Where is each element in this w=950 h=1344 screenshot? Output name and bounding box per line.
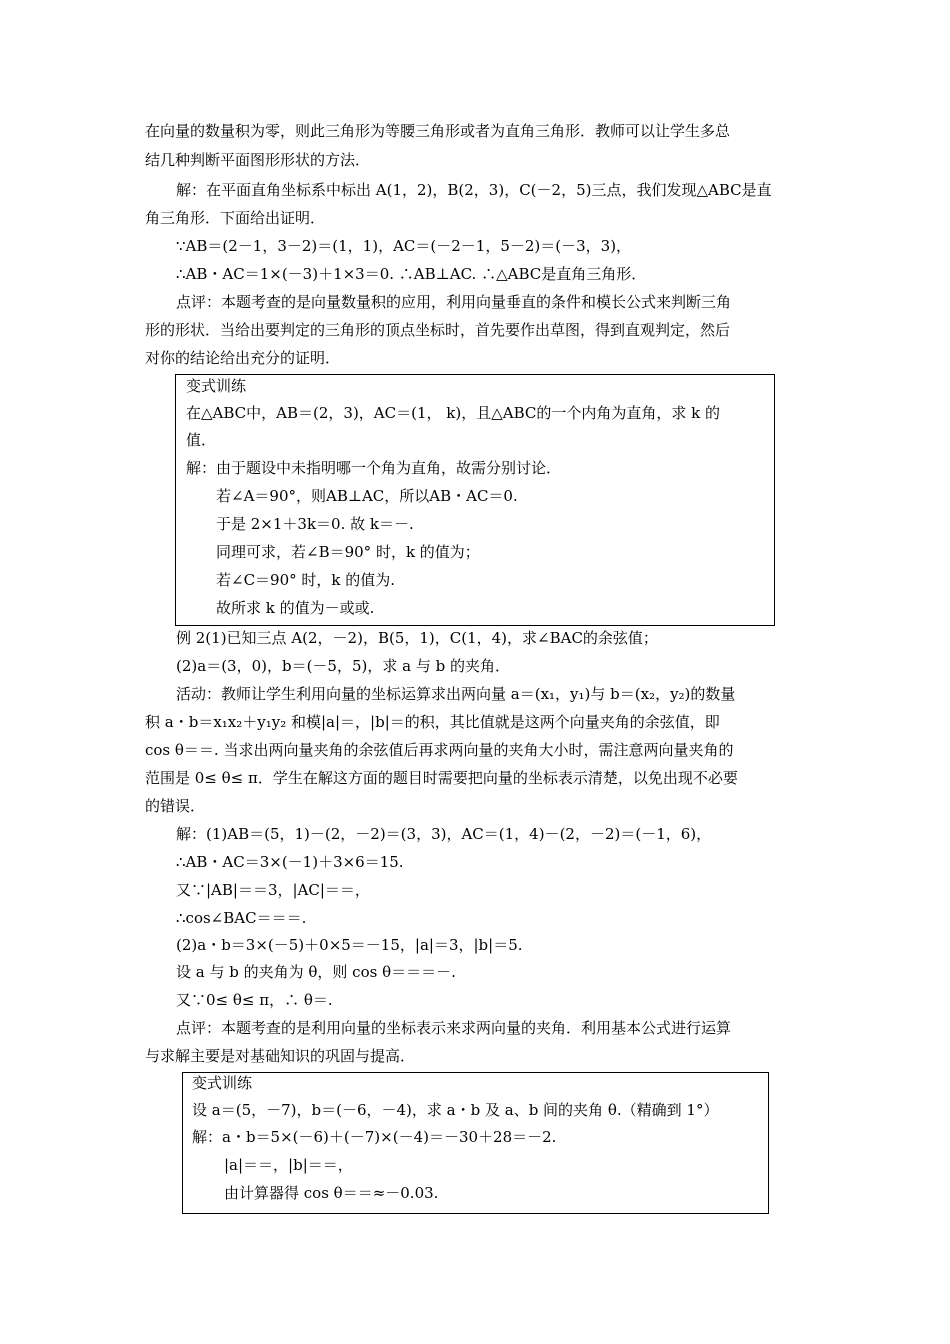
text-line: 点评：本题考查的是利用向量的坐标表示来求两向量的夹角．利用基本公式进行运算 <box>176 1019 732 1037</box>
box-line: 若∠C＝90° 时，k 的值为. <box>216 571 396 589</box>
text-line: 又∵0≤ θ≤ π，∴ θ＝. <box>176 991 333 1009</box>
box-line: 同理可求，若∠B＝90° 时，k 的值为； <box>216 543 480 561</box>
text-line: 在向量的数量积为零，则此三角形为等腰三角形或者为直角三角形．教师可以让学生多总 <box>145 122 731 140</box>
text-line: (2)a＝(3，0)，b＝(－5，5)，求 a 与 b 的夹角． <box>176 657 510 675</box>
box-title: 变式训练 <box>192 1074 253 1092</box>
box-line: 值． <box>186 431 217 449</box>
box-title: 变式训练 <box>186 377 247 395</box>
box-line: 在△ABC中，AB＝(2，3)，AC＝(1， k)，且△ABC的一个内角为直角，求 k 的 <box>186 404 720 422</box>
text-line: 范围是 0≤ θ≤ π．学生在解这方面的题目时需要把向量的坐标表示清楚，以免出现不必要 <box>145 769 738 787</box>
text-line: 对你的结论给出充分的证明． <box>145 349 341 367</box>
box-line: 解：由于题设中未指明哪一个角为直角，故需分别讨论． <box>186 459 562 477</box>
text-line: 结几种判断平面图形形状的方法． <box>145 151 371 169</box>
text-line: 解：(1)AB＝(5，1)－(2，－2)＝(3，3)，AC＝(1，4)－(2，－2)＝(－1，6)， <box>176 825 712 843</box>
text-line: ∵AB＝(2－1，3－2)＝(1，1)，AC＝(－2－1，5－2)＝(－3，3)， <box>176 237 632 255</box>
text-line: 的错误． <box>145 797 206 815</box>
box-line: 故所求 k 的值为－或或. <box>216 599 375 617</box>
text-line: 又∵|AB|＝＝3，|AC|＝＝， <box>176 881 370 899</box>
text-line: (2)a・b＝3×(－5)＋0×5＝－15，|a|＝3，|b|＝5. <box>176 936 523 954</box>
text-line: 设 a 与 b 的夹角为 θ，则 cos θ＝＝＝－. <box>176 963 456 981</box>
text-line: 活动：教师让学生利用向量的坐标运算求出两向量 a＝(x₁，y₁)与 b＝(x₂，y₂)的数量 <box>176 685 736 703</box>
text-line: 角三角形．下面给出证明． <box>145 209 326 227</box>
box-line: 设 a＝(5，－7)，b＝(－6，－4)，求 a・b 及 a、b 间的夹角 θ.（精确到 1°） <box>192 1101 719 1119</box>
text-line: ∴cos∠BAC＝＝＝. <box>176 909 307 927</box>
box-line: 由计算器得 cos θ＝＝≈－0.03. <box>224 1184 439 1202</box>
box-line: 解：a・b＝5×(－6)＋(－7)×(－4)＝－30＋28＝－2. <box>192 1128 557 1146</box>
box-line: |a|＝＝，|b|＝＝， <box>224 1156 353 1174</box>
text-line: cos θ＝＝. 当求出两向量夹角的余弦值后再求两向量的夹角大小时，需注意两向量夹角的 <box>145 741 734 759</box>
text-line: 积 a・b＝x₁x₂＋y₁y₂ 和模|a|＝，|b|＝的积，其比值就是这两个向量夹角的余弦值，即 <box>145 713 720 731</box>
text-line: 例 2(1)已知三点 A(2，－2)，B(5，1)，C(1，4)，求∠BAC的余弦值； <box>176 629 658 647</box>
box-line: 若∠A＝90°，则AB⊥AC，所以AB・AC＝0. <box>216 487 518 505</box>
text-line: 点评：本题考查的是向量数量积的应用，利用向量垂直的条件和模长公式来判断三角 <box>176 293 732 311</box>
text-line: 与求解主要是对基础知识的巩固与提高． <box>145 1047 416 1065</box>
text-line: ∴AB・AC＝3×(－1)＋3×6＝15. <box>176 853 404 871</box>
text-line: 解：在平面直角坐标系中标出 A(1，2)，B(2，3)，C(－2，5)三点，我们发现△ABC是直 <box>176 181 772 199</box>
text-line: 形的形状．当给出要判定的三角形的顶点坐标时，首先要作出草图，得到直观判定，然后 <box>145 321 731 339</box>
box-line: 于是 2×1＋3k＝0. 故 k＝－. <box>216 515 414 533</box>
text-line: ∴AB・AC＝1×(－3)＋1×3＝0. ∴AB⊥AC. ∴△ABC是直角三角形． <box>176 265 647 283</box>
